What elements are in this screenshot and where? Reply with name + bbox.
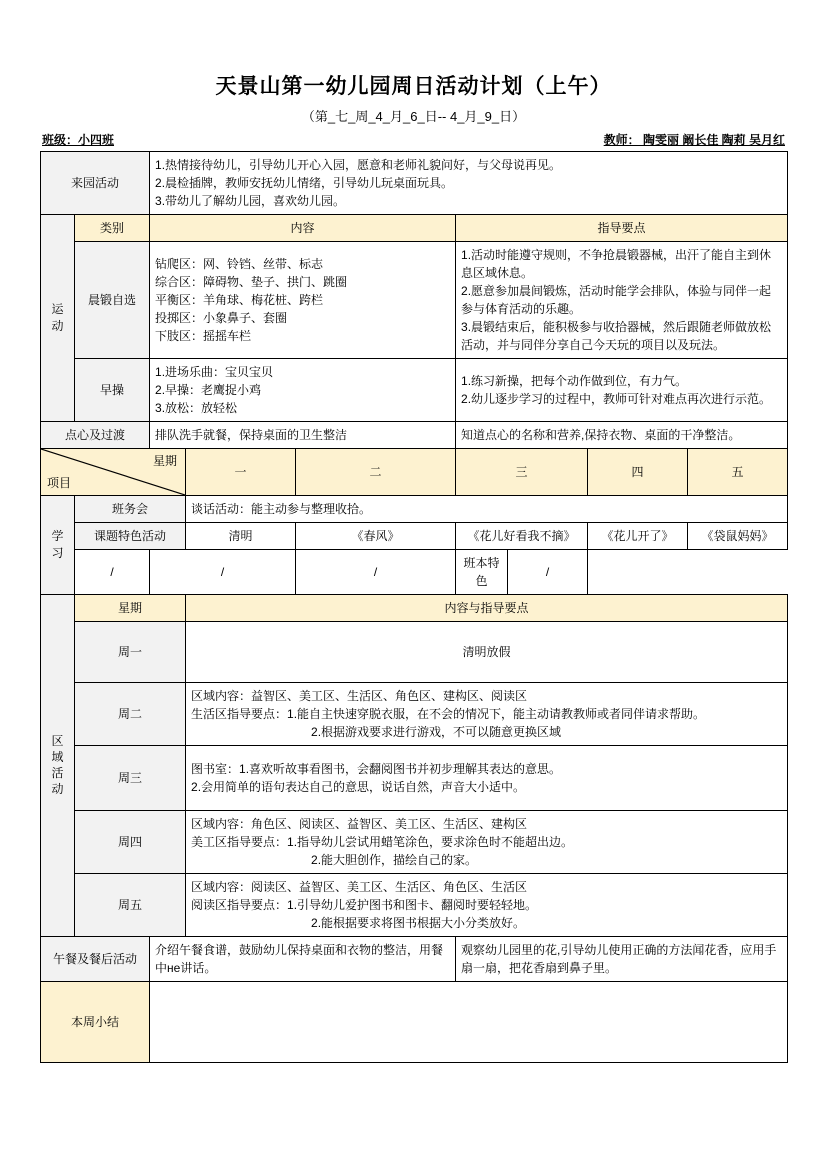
guidance-line: 2.愿意参加晨间锻炼，活动时能学会排队，体验与同伴一起参与体育活动的乐趣。 (461, 284, 772, 316)
snack-guidance: 知道点心的名称和营养,保持衣物、桌面的干净整洁。 (456, 422, 788, 449)
zone-content-line: 生活区指导要点：1.能自主快速穿脱衣服，在不会的情况下，能主动请教教师或者同伴请求帮助。 (191, 707, 706, 721)
guidance-line: 1.练习新操，把每个动作做到位，有力气。 (461, 374, 688, 388)
sports-row-content (150, 242, 456, 359)
sports-row-type: 早操 (75, 359, 150, 422)
sports-label (41, 215, 75, 422)
zone-content-line: 区域内容：阅读区、益智区、美工区、生活区、角色区、生活区 (191, 880, 528, 894)
table-row-zone-tue (41, 683, 788, 746)
zone-day-label: 周一 (75, 622, 186, 683)
table-row-weekday-header (41, 449, 788, 496)
table-row-zone-header (41, 595, 788, 622)
weekday-corner-cell (41, 449, 186, 496)
guidance-line: 3.晨锻结束后，能积极参与收拾器械，然后跟随老师做放松活动，并与同伴分享自己今天玩的项目以及玩法。 (461, 320, 772, 352)
zone-content-line: 阅读区指导要点：1.引导幼儿爱护图书和图卡、翻阅时要轻轻地。 (191, 898, 538, 912)
page-subtitle: （第_七_周_4_月_6_日-- 4_月_9_日） (301, 109, 526, 124)
table-row-morning-gym (41, 359, 788, 422)
weekday-cell-wed: 三 (456, 449, 588, 496)
teacher-label: 教师： 陶雯丽 阚长佳 陶莉 吴月红 (603, 133, 785, 147)
study-label-text: 学习 (51, 529, 64, 560)
table-row-snack (41, 422, 788, 449)
zone-header-week: 星期 (75, 595, 186, 622)
table-row-sports-header (41, 215, 788, 242)
weekday-cell-fri: 五 (688, 449, 788, 496)
snack-label: 点心及过渡 (41, 422, 150, 449)
zone-content-line: 2.能根据要求将图书根据大小分类放好。 (311, 916, 526, 930)
weekday-cell-tue: 二 (296, 449, 456, 496)
zone-day-content (186, 683, 788, 746)
content-line: 投掷区：小象鼻子、套圈 (155, 311, 288, 325)
weekday-cell-mon: 一 (186, 449, 296, 496)
study-row-content: 谈话活动：能主动参与整理收拾。 (186, 496, 788, 523)
table-row-zone-thu (41, 811, 788, 874)
zone-day-content (186, 622, 788, 683)
zone-day-content (186, 811, 788, 874)
sports-row-type: 晨锻自选 (75, 242, 150, 359)
table-row-zone-wed (41, 746, 788, 811)
zone-day-label: 周二 (75, 683, 186, 746)
zone-content-line: 2.能大胆创作，描绘自己的家。 (311, 853, 478, 867)
zone-content-line: 区域内容：角色区、阅读区、益智区、美工区、生活区、建构区 (191, 817, 528, 831)
guidance-line: 2.幼儿逐步学习的过程中，教师可针对难点再次进行示范。 (461, 392, 772, 406)
study-cell-mon: / (75, 550, 150, 595)
table-row-arrival (41, 152, 788, 215)
zone-content-line: 2.会用简单的语句表达自己的意思，说话自然，声音大小适中。 (191, 780, 526, 794)
table-row-zone-fri (41, 874, 788, 937)
plan-table (40, 151, 788, 1063)
sports-header-type: 类别 (75, 215, 150, 242)
sports-row-content (150, 359, 456, 422)
zone-day-content (186, 874, 788, 937)
study-cell-thu: 《花儿开了》 (588, 523, 688, 550)
zone-content-line: 2.根据游戏要求进行游戏，不可以随意更换区域 (311, 725, 562, 739)
zone-content-line: 美工区指导要点：1.指导幼儿尝试用蜡笔涂色，要求涂色时不能超出边。 (191, 835, 574, 849)
study-cell-fri: / (508, 550, 588, 595)
zone-header-content: 内容与指导要点 (186, 595, 788, 622)
content-line: 综合区：障碍物、垫子、拱门、跳圈 (155, 275, 348, 289)
week-summary-content (150, 982, 788, 1063)
table-row-topic-activity-second (41, 550, 788, 595)
corner-week-label: 星期 (153, 454, 178, 468)
arrival-line: 1.热情接待幼儿，引导幼儿开心入园，愿意和老师礼貌问好，与父母说再见。 (155, 158, 562, 172)
content-line: 1.进场乐曲：宝贝宝贝 (155, 365, 274, 379)
zone-content-line: 图书室：1.喜欢听故事看图书，会翻阅图书并初步理解其表达的意思。 (191, 762, 562, 776)
table-row-topic-activity (41, 523, 788, 550)
zone-day-content (186, 746, 788, 811)
study-cell-wed: 《花儿好看我不摘》 (456, 523, 588, 550)
arrival-line: 3.带幼儿了解幼儿园，喜欢幼儿园。 (155, 194, 346, 208)
sports-header-guidance: 指导要点 (456, 215, 788, 242)
arrival-line: 2.晨检插牌，教师安抚幼儿情绪，引导幼儿玩桌面玩具。 (155, 176, 454, 190)
lunch-label: 午餐及餐后活动 (41, 937, 150, 982)
week-summary-label: 本周小结 (41, 982, 150, 1063)
content-line: 2.早操：老鹰捉小鸡 (155, 383, 262, 397)
zone-day-label: 周三 (75, 746, 186, 811)
study-cell-thu: 班本特色 (456, 550, 508, 595)
zone-content-line: 区域内容：益智区、美工区、生活区、角色区、建构区、阅读区 (191, 689, 528, 703)
weekday-cell-thu: 四 (588, 449, 688, 496)
zone-day-label: 周四 (75, 811, 186, 874)
table-row-lunch (41, 937, 788, 982)
page-title: 天景山第一幼儿园周日活动计划（上午） (215, 75, 612, 98)
corner-project-label: 项目 (47, 476, 72, 490)
table-row-zone-mon (41, 622, 788, 683)
content-line: 平衡区：羊角球、梅花桩、跨栏 (155, 293, 324, 307)
study-cell-wed: / (296, 550, 456, 595)
study-cell-tue: / (150, 550, 296, 595)
lunch-guidance: 观察幼儿园里的花,引导幼儿使用正确的方法闻花香，应用手扇一扇，把花香扇到鼻子里。 (456, 937, 788, 982)
sports-row-guidance (456, 359, 788, 422)
study-cell-tue: 《春风》 (296, 523, 456, 550)
zone-label (41, 595, 75, 937)
zone-content-line: 清明放假 (462, 645, 511, 659)
study-label (41, 496, 75, 595)
arrival-label: 来园活动 (41, 152, 150, 215)
table-row-morning-exercise (41, 242, 788, 359)
study-cell-fri: 《袋鼠妈妈》 (688, 523, 788, 550)
arrival-content (150, 152, 788, 215)
table-row-class-meeting (41, 496, 788, 523)
sports-header-content: 内容 (150, 215, 456, 242)
study-row-name: 课题特色活动 (75, 523, 186, 550)
content-line: 下肢区：摇摇车栏 (155, 329, 252, 343)
table-row-week-summary (41, 982, 788, 1063)
lunch-content: 介绍午餐食谱，鼓励幼儿保持桌面和衣物的整洁，用餐中не讲话。 (150, 937, 456, 982)
content-line: 3.放松：放轻松 (155, 401, 238, 415)
class-label: 班级：小四班 (42, 133, 115, 147)
study-row-name: 班务会 (75, 496, 186, 523)
sports-label-text: 运动 (51, 302, 64, 333)
sports-row-guidance (456, 242, 788, 359)
zone-label-text: 区域活动 (51, 733, 64, 797)
content-line: 钻爬区：网、铃铛、丝带、标志 (155, 257, 324, 271)
zone-day-label: 周五 (75, 874, 186, 937)
meta-row (40, 131, 787, 151)
snack-content: 排队洗手就餐，保持桌面的卫生整洁 (150, 422, 456, 449)
guidance-line: 1.活动时能遵守规则，不争抢晨锻器械，出汗了能自主到休息区域休息。 (461, 248, 772, 280)
study-cell-mon: 清明 (186, 523, 296, 550)
